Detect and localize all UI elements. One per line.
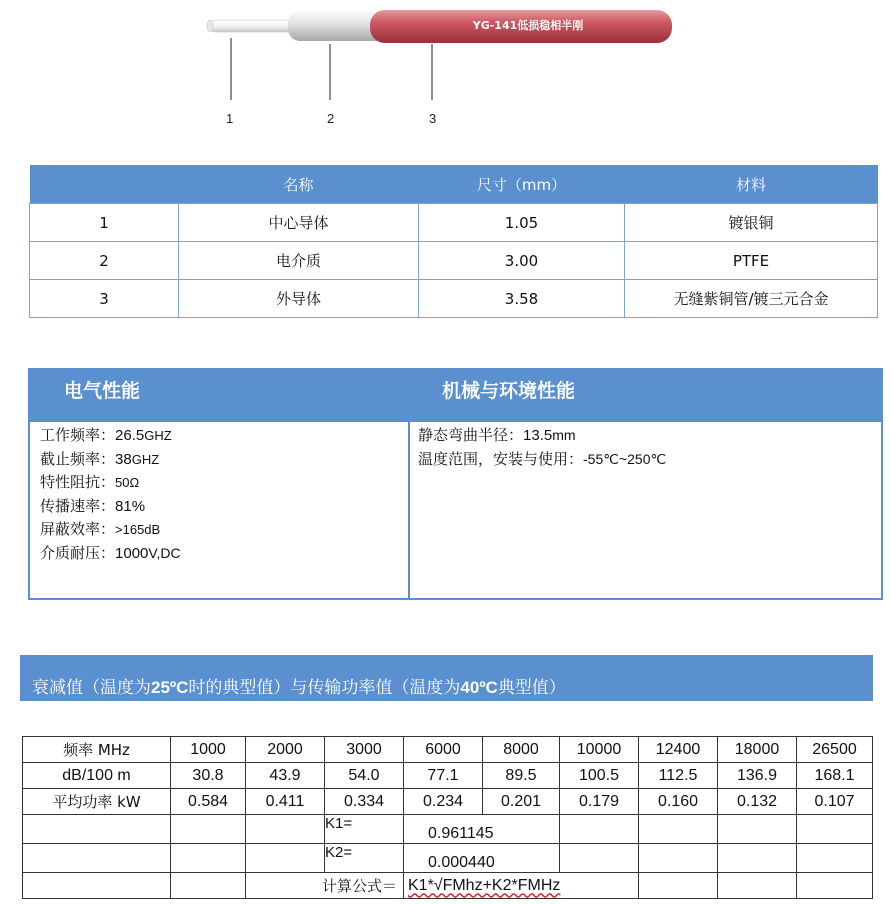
empty-cell (797, 844, 873, 873)
row-name: 中心导体 (179, 204, 419, 242)
attenuation-title: 衰减值（温度为25ºC时的典型值）与传输功率值（温度为40ºC典型值） (32, 678, 566, 698)
cable-print-text: YG-141低损稳相半刚 (472, 19, 584, 32)
power-cell: 0.584 (171, 789, 246, 815)
frequency-cell: 2000 (246, 737, 325, 763)
spec-velocity: 传播速率：81% (40, 496, 146, 515)
k1-label: K1= (325, 815, 404, 844)
spec-temperature-range: 温度范围，安装与使用：-55℃~250℃ (418, 449, 667, 468)
row-index: 1 (30, 204, 179, 242)
k2-label: K2= (325, 844, 404, 873)
power-cell: 0.179 (560, 789, 639, 815)
empty-cell (171, 873, 246, 899)
electrical-spec-list (40, 424, 181, 565)
empty-cell (560, 815, 639, 844)
empty-cell (560, 844, 639, 873)
formula-value: K1*√FMhz+K2*FMHz (404, 873, 639, 899)
frequency-cell: 10000 (560, 737, 639, 763)
header-name: 名称 (179, 165, 419, 204)
mechanical-spec-list (418, 424, 666, 470)
power-row (23, 789, 873, 815)
materials-table (29, 165, 878, 318)
frequency-row (23, 737, 873, 763)
power-cell: 0.160 (639, 789, 718, 815)
spec-bend-radius: 静态弯曲半径：13.5mm (418, 426, 576, 444)
table-row (30, 280, 878, 318)
power-cell: 0.411 (246, 789, 325, 815)
empty-cell (639, 873, 718, 899)
empty-cell (797, 815, 873, 844)
performance-box (28, 368, 883, 600)
frequency-cell: 1000 (171, 737, 246, 763)
frequency-cell: 12400 (639, 737, 718, 763)
empty-cell (639, 815, 718, 844)
empty-cell (23, 844, 171, 873)
row-size: 3.00 (419, 242, 625, 280)
formula-label: 计算公式＝ (246, 873, 404, 899)
attenuation-table (22, 736, 873, 899)
row-name: 外导体 (179, 280, 419, 318)
row-material: 镀银铜 (625, 204, 878, 242)
frequency-cell: 6000 (404, 737, 483, 763)
electrical-title: 电气性能 (64, 380, 141, 402)
k2-value: 0.000440 (404, 844, 560, 873)
table-row (30, 242, 878, 280)
power-cell: 0.107 (797, 789, 873, 815)
performance-header (30, 370, 881, 422)
spec-operating-frequency: 工作频率：26.5GHZ (40, 426, 172, 444)
row-size: 3.58 (419, 280, 625, 318)
row-name: 电介质 (179, 242, 419, 280)
attenuation-cell: 77.1 (404, 763, 483, 789)
performance-divider (408, 422, 410, 598)
frequency-cell: 8000 (483, 737, 560, 763)
power-label: 平均功率 kW (23, 789, 171, 815)
attenuation-cell: 43.9 (246, 763, 325, 789)
row-index: 2 (30, 242, 179, 280)
empty-cell (639, 844, 718, 873)
attenuation-cell: 136.9 (718, 763, 797, 789)
frequency-cell: 3000 (325, 737, 404, 763)
empty-cell (797, 873, 873, 899)
frequency-cell: 26500 (797, 737, 873, 763)
header-index (30, 165, 179, 204)
empty-cell (23, 873, 171, 899)
frequency-label: 频率 MHz (23, 737, 171, 763)
mechanical-title: 机械与环境性能 (442, 380, 576, 402)
row-size: 1.05 (419, 204, 625, 242)
empty-cell (718, 815, 797, 844)
empty-cell (23, 815, 171, 844)
empty-cell (246, 815, 325, 844)
frequency-cell: 18000 (718, 737, 797, 763)
empty-cell (718, 844, 797, 873)
empty-cell (171, 844, 246, 873)
center-conductor (210, 20, 300, 32)
attenuation-cell: 89.5 (483, 763, 560, 789)
table-row (30, 204, 878, 242)
empty-cell (718, 873, 797, 899)
power-cell: 0.334 (325, 789, 404, 815)
attenuation-label: dB/100 m (23, 763, 171, 789)
attenuation-cell: 54.0 (325, 763, 404, 789)
power-cell: 0.132 (718, 789, 797, 815)
empty-cell (171, 815, 246, 844)
spec-cutoff-frequency: 截止频率：38GHZ (40, 449, 160, 468)
attenuation-cell: 100.5 (560, 763, 639, 789)
attenuation-cell: 30.8 (171, 763, 246, 789)
callout-number-1: 1 (226, 111, 234, 126)
attenuation-row (23, 763, 873, 789)
attenuation-cell: 168.1 (797, 763, 873, 789)
power-cell: 0.234 (404, 789, 483, 815)
header-material: 材料 (625, 165, 878, 204)
k2-row (23, 844, 873, 873)
cable-illustration (0, 0, 891, 140)
attenuation-title-band (20, 655, 873, 701)
k1-row (23, 815, 873, 844)
power-cell: 0.201 (483, 789, 560, 815)
empty-cell (246, 844, 325, 873)
materials-header-row (30, 165, 878, 204)
row-index: 3 (30, 280, 179, 318)
spec-dielectric-strength: 介质耐压：1000V,DC (40, 543, 181, 562)
spec-impedance: 特性阻抗：50Ω (40, 473, 140, 491)
spec-shielding: 屏蔽效率：>165dB (40, 520, 161, 538)
formula-row (23, 873, 873, 899)
k1-value: 0.961145 (404, 815, 560, 844)
callout-number-3: 3 (429, 111, 437, 126)
callout-number-2: 2 (327, 111, 335, 126)
row-material: 无缝紫铜管/镀三元合金 (625, 280, 878, 318)
header-size: 尺寸（mm） (419, 165, 625, 204)
row-material: PTFE (625, 242, 878, 280)
attenuation-cell: 112.5 (639, 763, 718, 789)
